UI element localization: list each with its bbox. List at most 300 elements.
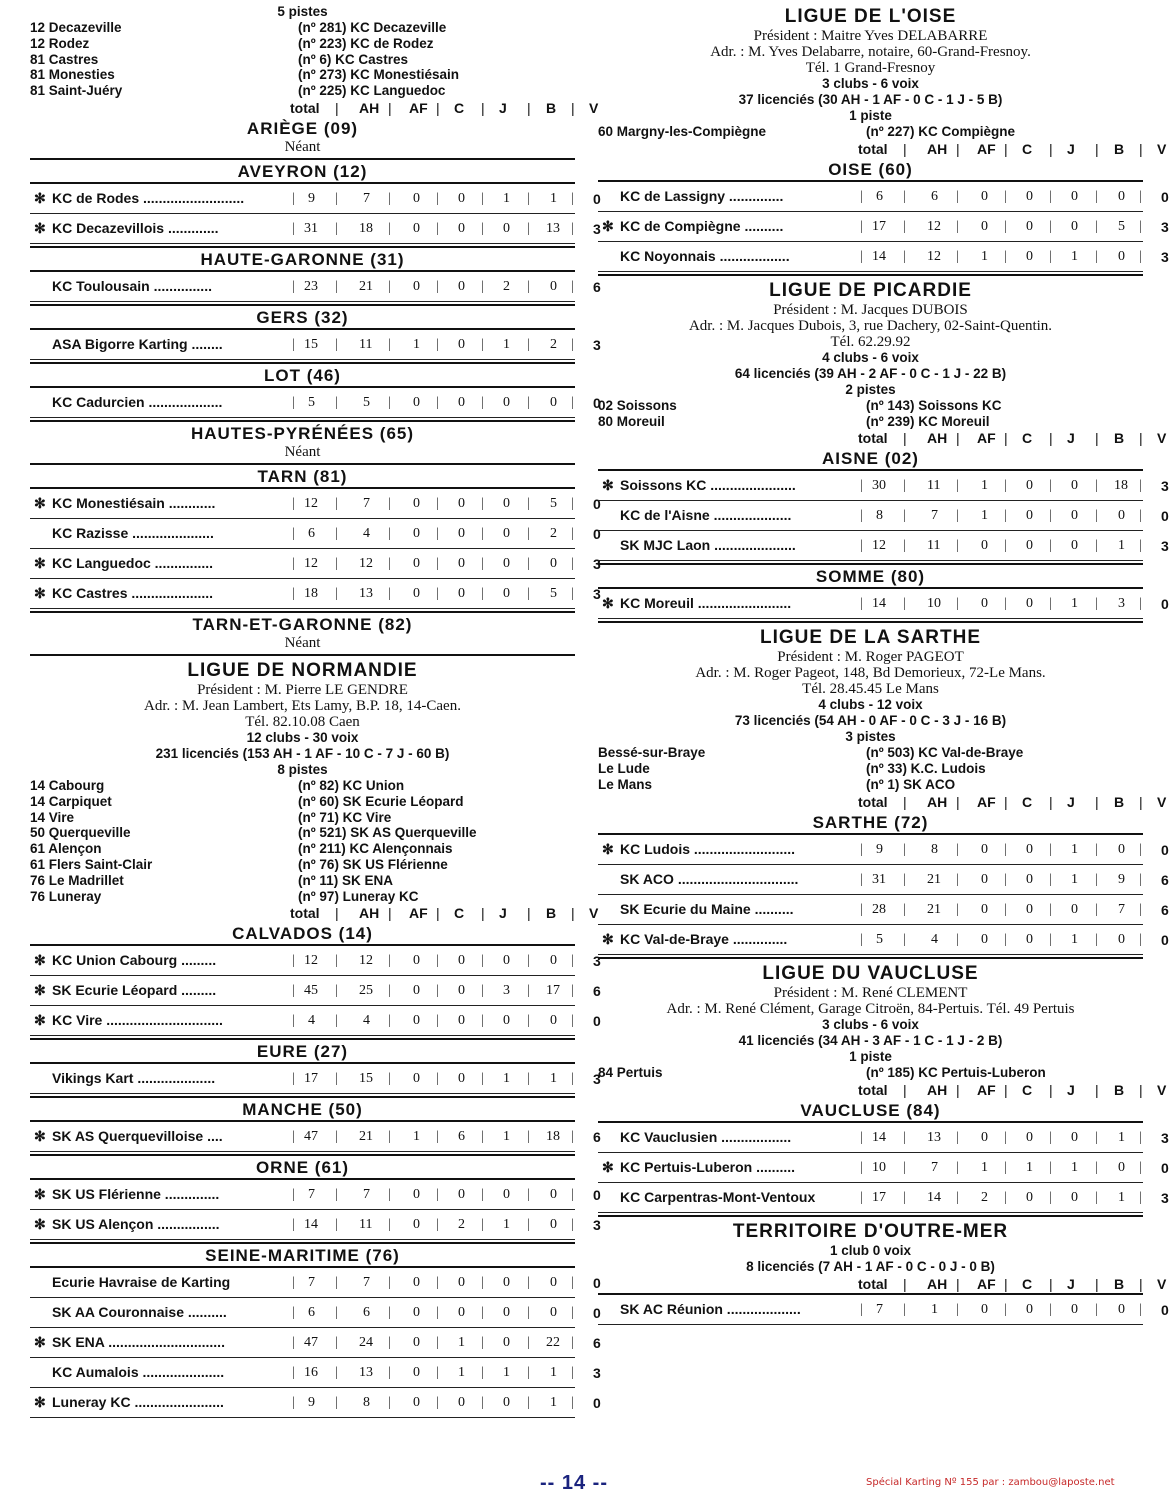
piste-entry bbox=[30, 889, 575, 905]
piste-club: (nº 1) SK ACO bbox=[866, 776, 956, 792]
value-cell: 0 bbox=[1071, 508, 1078, 524]
value-cell: 0 bbox=[503, 1013, 510, 1029]
club-row bbox=[30, 1298, 601, 1328]
col-separator: | bbox=[571, 905, 575, 922]
col-separator: | bbox=[956, 1081, 960, 1098]
section-divider bbox=[598, 621, 1143, 623]
league-clubs: 3 clubs - 6 voix bbox=[822, 1016, 919, 1032]
value-cell: 15 bbox=[304, 336, 318, 352]
col-header: B bbox=[1114, 430, 1125, 447]
value-cell: 1 bbox=[503, 336, 510, 352]
department-section bbox=[30, 1038, 601, 1094]
cell-separator: | bbox=[481, 1129, 484, 1145]
col-separator: | bbox=[335, 99, 339, 116]
cell-separator: | bbox=[1004, 871, 1007, 887]
league-phone: Tél. 28.45.45 Le Mans bbox=[802, 681, 939, 698]
cell-separator: | bbox=[481, 1275, 484, 1291]
cell-separator: | bbox=[571, 190, 574, 206]
value-cell: 0 bbox=[550, 1275, 557, 1291]
cell-separator: | bbox=[1095, 508, 1098, 524]
cell-separator: | bbox=[1095, 931, 1098, 947]
value-cell: 9 bbox=[876, 841, 883, 857]
value-cell: 6 bbox=[876, 188, 883, 204]
value-cell: 0 bbox=[503, 1275, 510, 1291]
section-divider bbox=[598, 957, 1143, 959]
cell-separator: | bbox=[292, 585, 295, 601]
col-separator: | bbox=[1004, 793, 1008, 810]
club-row bbox=[598, 471, 1169, 501]
league-address: Adr. : M. Jean Lambert, Ets Lamy, B.P. 18, 14-Caen. bbox=[144, 697, 461, 714]
department-note: Néant bbox=[284, 634, 321, 651]
club-table bbox=[598, 469, 1169, 561]
club-row bbox=[30, 1122, 601, 1152]
value-cell: 14 bbox=[304, 1217, 318, 1233]
value-cell: 0 bbox=[413, 1013, 420, 1029]
cell-separator: | bbox=[388, 278, 391, 294]
cell-separator: | bbox=[388, 953, 391, 969]
value-cell: 3 bbox=[593, 555, 601, 572]
value-cell: 7 bbox=[363, 1275, 370, 1291]
piste-entry bbox=[30, 810, 575, 826]
club-row bbox=[30, 549, 601, 579]
cell-separator: | bbox=[481, 1305, 484, 1321]
league-clubs: 4 clubs - 6 voix bbox=[822, 349, 919, 365]
value-cell: 0 bbox=[458, 1305, 465, 1321]
cell-separator: | bbox=[1049, 596, 1052, 612]
cell-separator: | bbox=[527, 190, 530, 206]
cell-separator: | bbox=[436, 1217, 439, 1233]
cell-separator: | bbox=[292, 394, 295, 410]
value-cell: 0 bbox=[1161, 931, 1169, 948]
value-cell: 0 bbox=[593, 1275, 601, 1292]
cell-separator: | bbox=[903, 1159, 906, 1175]
value-cell: 11 bbox=[927, 478, 941, 494]
cell-separator: | bbox=[860, 218, 863, 234]
league-address: Adr. : M. René Clément, Garage Citroën, 84-Pertuis. Tél. 49 Pertuis bbox=[666, 1000, 1075, 1017]
club-name bbox=[34, 1216, 220, 1233]
club-row bbox=[598, 589, 1169, 619]
club-label: KC Val-de-Braye .............. bbox=[620, 930, 788, 947]
col-header: V bbox=[589, 905, 599, 922]
col-separator: | bbox=[1049, 1275, 1053, 1292]
cell-separator: | bbox=[1049, 188, 1052, 204]
cell-separator: | bbox=[1095, 538, 1098, 554]
piste-entry bbox=[598, 745, 1143, 761]
club-row bbox=[30, 272, 601, 302]
club-row bbox=[30, 1388, 601, 1418]
value-cell: 3 bbox=[593, 585, 601, 602]
value-cell: 1 bbox=[413, 1129, 420, 1145]
league-licencies: 64 licenciés (39 AH - 2 AF - 0 C - 1 J - 22 B) bbox=[734, 365, 1007, 381]
value-cell: 11 bbox=[359, 1217, 373, 1233]
cell-separator: | bbox=[292, 1275, 295, 1291]
cell-separator: | bbox=[527, 555, 530, 571]
club-row bbox=[30, 1210, 601, 1240]
value-cell: 0 bbox=[413, 525, 420, 541]
club-table bbox=[598, 833, 1169, 955]
col-separator: | bbox=[1049, 1081, 1053, 1098]
cell-separator: | bbox=[388, 495, 391, 511]
value-cell: 17 bbox=[546, 983, 560, 999]
value-cell: 7 bbox=[876, 1301, 883, 1317]
cell-separator: | bbox=[1139, 218, 1142, 234]
piste-club: (nº 143) Soissons KC bbox=[866, 397, 1002, 413]
piste-entry bbox=[30, 825, 575, 841]
cell-separator: | bbox=[335, 1071, 338, 1087]
cell-separator: | bbox=[903, 538, 906, 554]
value-cell: 12 bbox=[927, 248, 941, 264]
cell-separator: | bbox=[956, 901, 959, 917]
value-cell: 0 bbox=[1026, 1301, 1033, 1317]
league-pistes: 3 pistes bbox=[845, 729, 896, 745]
cell-separator: | bbox=[292, 495, 295, 511]
league-clubs: 1 club 0 voix bbox=[829, 1242, 912, 1258]
league-licencies: 41 licenciés (34 AH - 3 AF - 1 C - 1 J - 2 B) bbox=[738, 1032, 1003, 1048]
cell-separator: | bbox=[388, 555, 391, 571]
cell-separator: | bbox=[527, 1129, 530, 1145]
value-cell: 3 bbox=[1161, 538, 1169, 555]
value-cell: 0 bbox=[981, 871, 988, 887]
cell-separator: | bbox=[903, 1129, 906, 1145]
value-cell: 0 bbox=[1026, 248, 1033, 264]
cell-separator: | bbox=[1139, 1159, 1142, 1175]
cell-separator: | bbox=[527, 525, 530, 541]
totals-header bbox=[598, 793, 1167, 811]
piste-club: (nº 11) SK ENA bbox=[298, 872, 393, 888]
club-label: KC Noyonnais .................. bbox=[620, 247, 790, 264]
department-section bbox=[598, 449, 1169, 561]
club-table bbox=[30, 944, 601, 1036]
cell-separator: | bbox=[1004, 508, 1007, 524]
totals-header bbox=[30, 904, 599, 922]
section-divider bbox=[598, 274, 1143, 276]
cell-separator: | bbox=[481, 495, 484, 511]
league-pistes: 1 piste bbox=[849, 1048, 892, 1064]
cell-separator: | bbox=[481, 190, 484, 206]
piste-entry bbox=[30, 778, 575, 794]
cell-separator: | bbox=[335, 1129, 338, 1145]
cell-separator: | bbox=[481, 525, 484, 541]
star-icon: ✻ bbox=[34, 1012, 46, 1029]
value-cell: 0 bbox=[458, 220, 465, 236]
cell-separator: | bbox=[860, 248, 863, 264]
value-cell: 6 bbox=[458, 1129, 465, 1145]
value-cell: 0 bbox=[1026, 508, 1033, 524]
department-section bbox=[30, 611, 575, 652]
col-separator: | bbox=[903, 430, 907, 447]
club-row bbox=[598, 835, 1169, 865]
value-cell: 0 bbox=[1026, 871, 1033, 887]
col-header: C bbox=[1022, 140, 1033, 157]
value-cell: 11 bbox=[927, 538, 941, 554]
star-icon: ✻ bbox=[34, 1394, 46, 1411]
cell-separator: | bbox=[956, 1189, 959, 1205]
cell-separator: | bbox=[571, 1335, 574, 1351]
cell-separator: | bbox=[1139, 931, 1142, 947]
cell-separator: | bbox=[292, 525, 295, 541]
cell-separator: | bbox=[436, 495, 439, 511]
cell-separator: | bbox=[527, 394, 530, 410]
piste-club: (nº 223) KC de Rodez bbox=[298, 35, 434, 51]
department-title: AISNE (02) bbox=[822, 449, 919, 469]
department-title: LOT (46) bbox=[264, 365, 341, 385]
club-name bbox=[602, 901, 793, 917]
col-header: C bbox=[454, 99, 465, 116]
cell-separator: | bbox=[335, 394, 338, 410]
club-name bbox=[602, 507, 791, 523]
cell-separator: | bbox=[1004, 538, 1007, 554]
club-table bbox=[30, 182, 601, 244]
star-icon: ✻ bbox=[34, 1186, 46, 1203]
value-cell: 0 bbox=[413, 278, 420, 294]
cell-separator: | bbox=[335, 1187, 338, 1203]
club-name bbox=[34, 1186, 219, 1203]
cell-separator: | bbox=[1004, 1159, 1007, 1175]
piste-list bbox=[598, 124, 1143, 140]
cell-separator: | bbox=[292, 1129, 295, 1145]
value-cell: 16 bbox=[304, 1365, 318, 1381]
club-table bbox=[30, 1178, 601, 1240]
value-cell: 0 bbox=[981, 931, 988, 947]
value-cell: 1 bbox=[503, 1129, 510, 1145]
value-cell: 0 bbox=[550, 1187, 557, 1203]
league-president: Président : M. Pierre LE GENDRE bbox=[197, 681, 408, 698]
value-cell: 6 bbox=[308, 1305, 315, 1321]
star-icon: ✻ bbox=[34, 189, 46, 206]
cell-separator: | bbox=[1095, 1129, 1098, 1145]
club-label: KC Cadurcien ................... bbox=[52, 393, 223, 410]
value-cell: 23 bbox=[304, 278, 318, 294]
value-cell: 0 bbox=[458, 953, 465, 969]
value-cell: 0 bbox=[413, 394, 420, 410]
value-cell: 0 bbox=[503, 1335, 510, 1351]
value-cell: 4 bbox=[363, 1013, 370, 1029]
club-row bbox=[598, 1183, 1169, 1213]
cell-separator: | bbox=[1004, 931, 1007, 947]
value-cell: 0 bbox=[1026, 841, 1033, 857]
value-cell: 6 bbox=[593, 278, 601, 295]
cell-separator: | bbox=[956, 931, 959, 947]
department-title: SARTHE (72) bbox=[812, 812, 929, 832]
col-separator: | bbox=[1004, 430, 1008, 447]
totals-header bbox=[30, 99, 599, 117]
piste-location: 61 Alençon bbox=[30, 841, 102, 857]
star-icon: ✻ bbox=[602, 930, 614, 947]
department-note: Néant bbox=[284, 443, 321, 460]
piste-club: (nº 503) KC Val-de-Braye bbox=[866, 745, 1024, 761]
value-cell: 1 bbox=[503, 190, 510, 206]
piste-location: 81 Saint-Juéry bbox=[30, 83, 123, 99]
value-cell: 0 bbox=[1026, 596, 1033, 612]
club-name bbox=[602, 595, 791, 612]
cell-separator: | bbox=[1095, 596, 1098, 612]
star-icon: ✻ bbox=[34, 219, 46, 236]
department-section bbox=[30, 420, 575, 461]
cell-separator: | bbox=[1004, 188, 1007, 204]
cell-separator: | bbox=[436, 953, 439, 969]
value-cell: 6 bbox=[593, 1129, 601, 1146]
piste-entry bbox=[30, 841, 575, 857]
value-cell: 10 bbox=[927, 596, 941, 612]
value-cell: 8 bbox=[931, 841, 938, 857]
department-title: SOMME (80) bbox=[815, 567, 926, 587]
club-label: SK ACO ............................... bbox=[620, 870, 799, 887]
club-label: KC Pertuis-Luberon .......... bbox=[620, 1158, 796, 1175]
cell-separator: | bbox=[436, 1071, 439, 1087]
cell-separator: | bbox=[1049, 478, 1052, 494]
piste-list bbox=[30, 20, 575, 99]
club-name bbox=[602, 188, 783, 204]
col-header: B bbox=[546, 905, 557, 922]
piste-entry bbox=[30, 873, 575, 889]
club-name bbox=[602, 477, 796, 494]
value-cell: 3 bbox=[1161, 1129, 1169, 1146]
value-cell: 15 bbox=[359, 1071, 373, 1087]
value-cell: 1 bbox=[550, 1071, 557, 1087]
department-section bbox=[30, 1154, 601, 1240]
cell-separator: | bbox=[335, 495, 338, 511]
cell-separator: | bbox=[860, 1159, 863, 1175]
cell-separator: | bbox=[1139, 871, 1142, 887]
club-row bbox=[598, 531, 1169, 561]
piste-location: 84 Pertuis bbox=[598, 1064, 663, 1080]
league-licencies: 8 licenciés (7 AH - 1 AF - 0 C - 0 J - 0 B) bbox=[746, 1258, 995, 1274]
league-address: Adr. : M. Roger Pageot, 148, Bd Demorieux, 72-Le Mans. bbox=[695, 665, 1046, 682]
club-label: ASA Bigorre Karting ........ bbox=[52, 335, 223, 352]
value-cell: 0 bbox=[503, 1305, 510, 1321]
club-table bbox=[30, 270, 601, 302]
value-cell: 0 bbox=[981, 1129, 988, 1145]
col-separator: | bbox=[903, 1275, 907, 1292]
star-icon: ✻ bbox=[34, 584, 46, 601]
col-header: V bbox=[589, 99, 599, 116]
value-cell: 31 bbox=[872, 871, 886, 887]
value-cell: 1 bbox=[981, 478, 988, 494]
col-header: V bbox=[1157, 140, 1167, 157]
col-header: total bbox=[290, 905, 320, 922]
cell-separator: | bbox=[388, 1395, 391, 1411]
cell-separator: | bbox=[436, 336, 439, 352]
club-name bbox=[34, 1274, 230, 1290]
col-separator: | bbox=[481, 905, 485, 922]
cell-separator: | bbox=[1004, 1301, 1007, 1317]
col-header: AF bbox=[977, 1081, 996, 1098]
league-title: LIGUE DE NORMANDIE bbox=[187, 659, 418, 681]
cell-separator: | bbox=[860, 871, 863, 887]
value-cell: 0 bbox=[503, 495, 510, 511]
col-separator: | bbox=[1139, 1275, 1143, 1292]
value-cell: 0 bbox=[1071, 218, 1078, 234]
piste-club: (nº 227) KC Compiègne bbox=[866, 124, 1015, 139]
cell-separator: | bbox=[335, 525, 338, 541]
cell-separator: | bbox=[335, 1395, 338, 1411]
club-label: KC Monestiésain ............ bbox=[52, 494, 216, 511]
value-cell: 45 bbox=[304, 983, 318, 999]
value-cell: 12 bbox=[872, 538, 886, 554]
club-table bbox=[30, 487, 601, 609]
league-title: TERRITOIRE D'OUTRE-MER bbox=[732, 1220, 1009, 1242]
value-cell: 0 bbox=[981, 538, 988, 554]
cell-separator: | bbox=[292, 190, 295, 206]
piste-location: 81 Castres bbox=[30, 51, 99, 67]
section-divider bbox=[30, 654, 575, 656]
cell-separator: | bbox=[1095, 188, 1098, 204]
value-cell: 7 bbox=[1118, 901, 1125, 917]
cell-separator: | bbox=[388, 1365, 391, 1381]
value-cell: 6 bbox=[1161, 871, 1169, 888]
piste-location: 81 Monesties bbox=[30, 67, 115, 83]
piste-location: 60 Margny-les-Compiègne bbox=[598, 124, 767, 139]
cell-separator: | bbox=[388, 394, 391, 410]
value-cell: 6 bbox=[1161, 901, 1169, 918]
league-president: Président : Maitre Yves DELABARRE bbox=[753, 28, 988, 44]
value-cell: 0 bbox=[503, 220, 510, 236]
col-header: J bbox=[1067, 430, 1075, 447]
club-name bbox=[602, 871, 798, 887]
piste-entry bbox=[30, 794, 575, 810]
cell-separator: | bbox=[388, 190, 391, 206]
value-cell: 3 bbox=[593, 1365, 601, 1382]
cell-separator: | bbox=[956, 248, 959, 264]
value-cell: 7 bbox=[308, 1187, 315, 1203]
piste-club: (nº 273) KC Monestiésain bbox=[298, 67, 459, 83]
col-separator: | bbox=[1095, 1081, 1099, 1098]
club-name bbox=[34, 336, 223, 352]
value-cell: 0 bbox=[550, 394, 557, 410]
value-cell: 0 bbox=[458, 983, 465, 999]
cell-separator: | bbox=[903, 188, 906, 204]
value-cell: 0 bbox=[413, 983, 420, 999]
value-cell: 0 bbox=[413, 220, 420, 236]
col-header: V bbox=[1157, 1275, 1167, 1292]
value-cell: 9 bbox=[1118, 871, 1125, 887]
cell-separator: | bbox=[527, 1013, 530, 1029]
cell-separator: | bbox=[1095, 1189, 1098, 1205]
club-name bbox=[602, 1159, 795, 1176]
cell-separator: | bbox=[292, 555, 295, 571]
value-cell: 0 bbox=[550, 1013, 557, 1029]
value-cell: 2 bbox=[550, 336, 557, 352]
cell-separator: | bbox=[860, 596, 863, 612]
value-cell: 17 bbox=[304, 1071, 318, 1087]
star-icon: ✻ bbox=[602, 217, 614, 234]
cell-separator: | bbox=[436, 525, 439, 541]
value-cell: 1 bbox=[981, 1159, 988, 1175]
value-cell: 7 bbox=[363, 495, 370, 511]
col-header: V bbox=[1157, 1081, 1167, 1098]
cell-separator: | bbox=[388, 525, 391, 541]
value-cell: 4 bbox=[363, 525, 370, 541]
value-cell: 0 bbox=[593, 1013, 601, 1030]
cell-separator: | bbox=[388, 983, 391, 999]
cell-separator: | bbox=[1139, 841, 1142, 857]
cell-separator: | bbox=[436, 555, 439, 571]
league-phone: Tél. 82.10.08 Caen bbox=[245, 713, 360, 730]
col-header: B bbox=[1114, 1081, 1125, 1098]
value-cell: 30 bbox=[872, 478, 886, 494]
value-cell: 0 bbox=[1118, 1159, 1125, 1175]
cell-separator: | bbox=[860, 901, 863, 917]
value-cell: 0 bbox=[1071, 1129, 1078, 1145]
club-label: SK MJC Laon ..................... bbox=[620, 537, 796, 554]
value-cell: 0 bbox=[1026, 1129, 1033, 1145]
value-cell: 3 bbox=[593, 1071, 601, 1088]
league-president: Président : M. Roger PAGEOT bbox=[777, 649, 964, 666]
club-row bbox=[598, 501, 1169, 531]
col-header: AH bbox=[927, 140, 948, 157]
col-header: AH bbox=[359, 99, 380, 116]
league-title: LIGUE DU VAUCLUSE bbox=[762, 962, 979, 984]
